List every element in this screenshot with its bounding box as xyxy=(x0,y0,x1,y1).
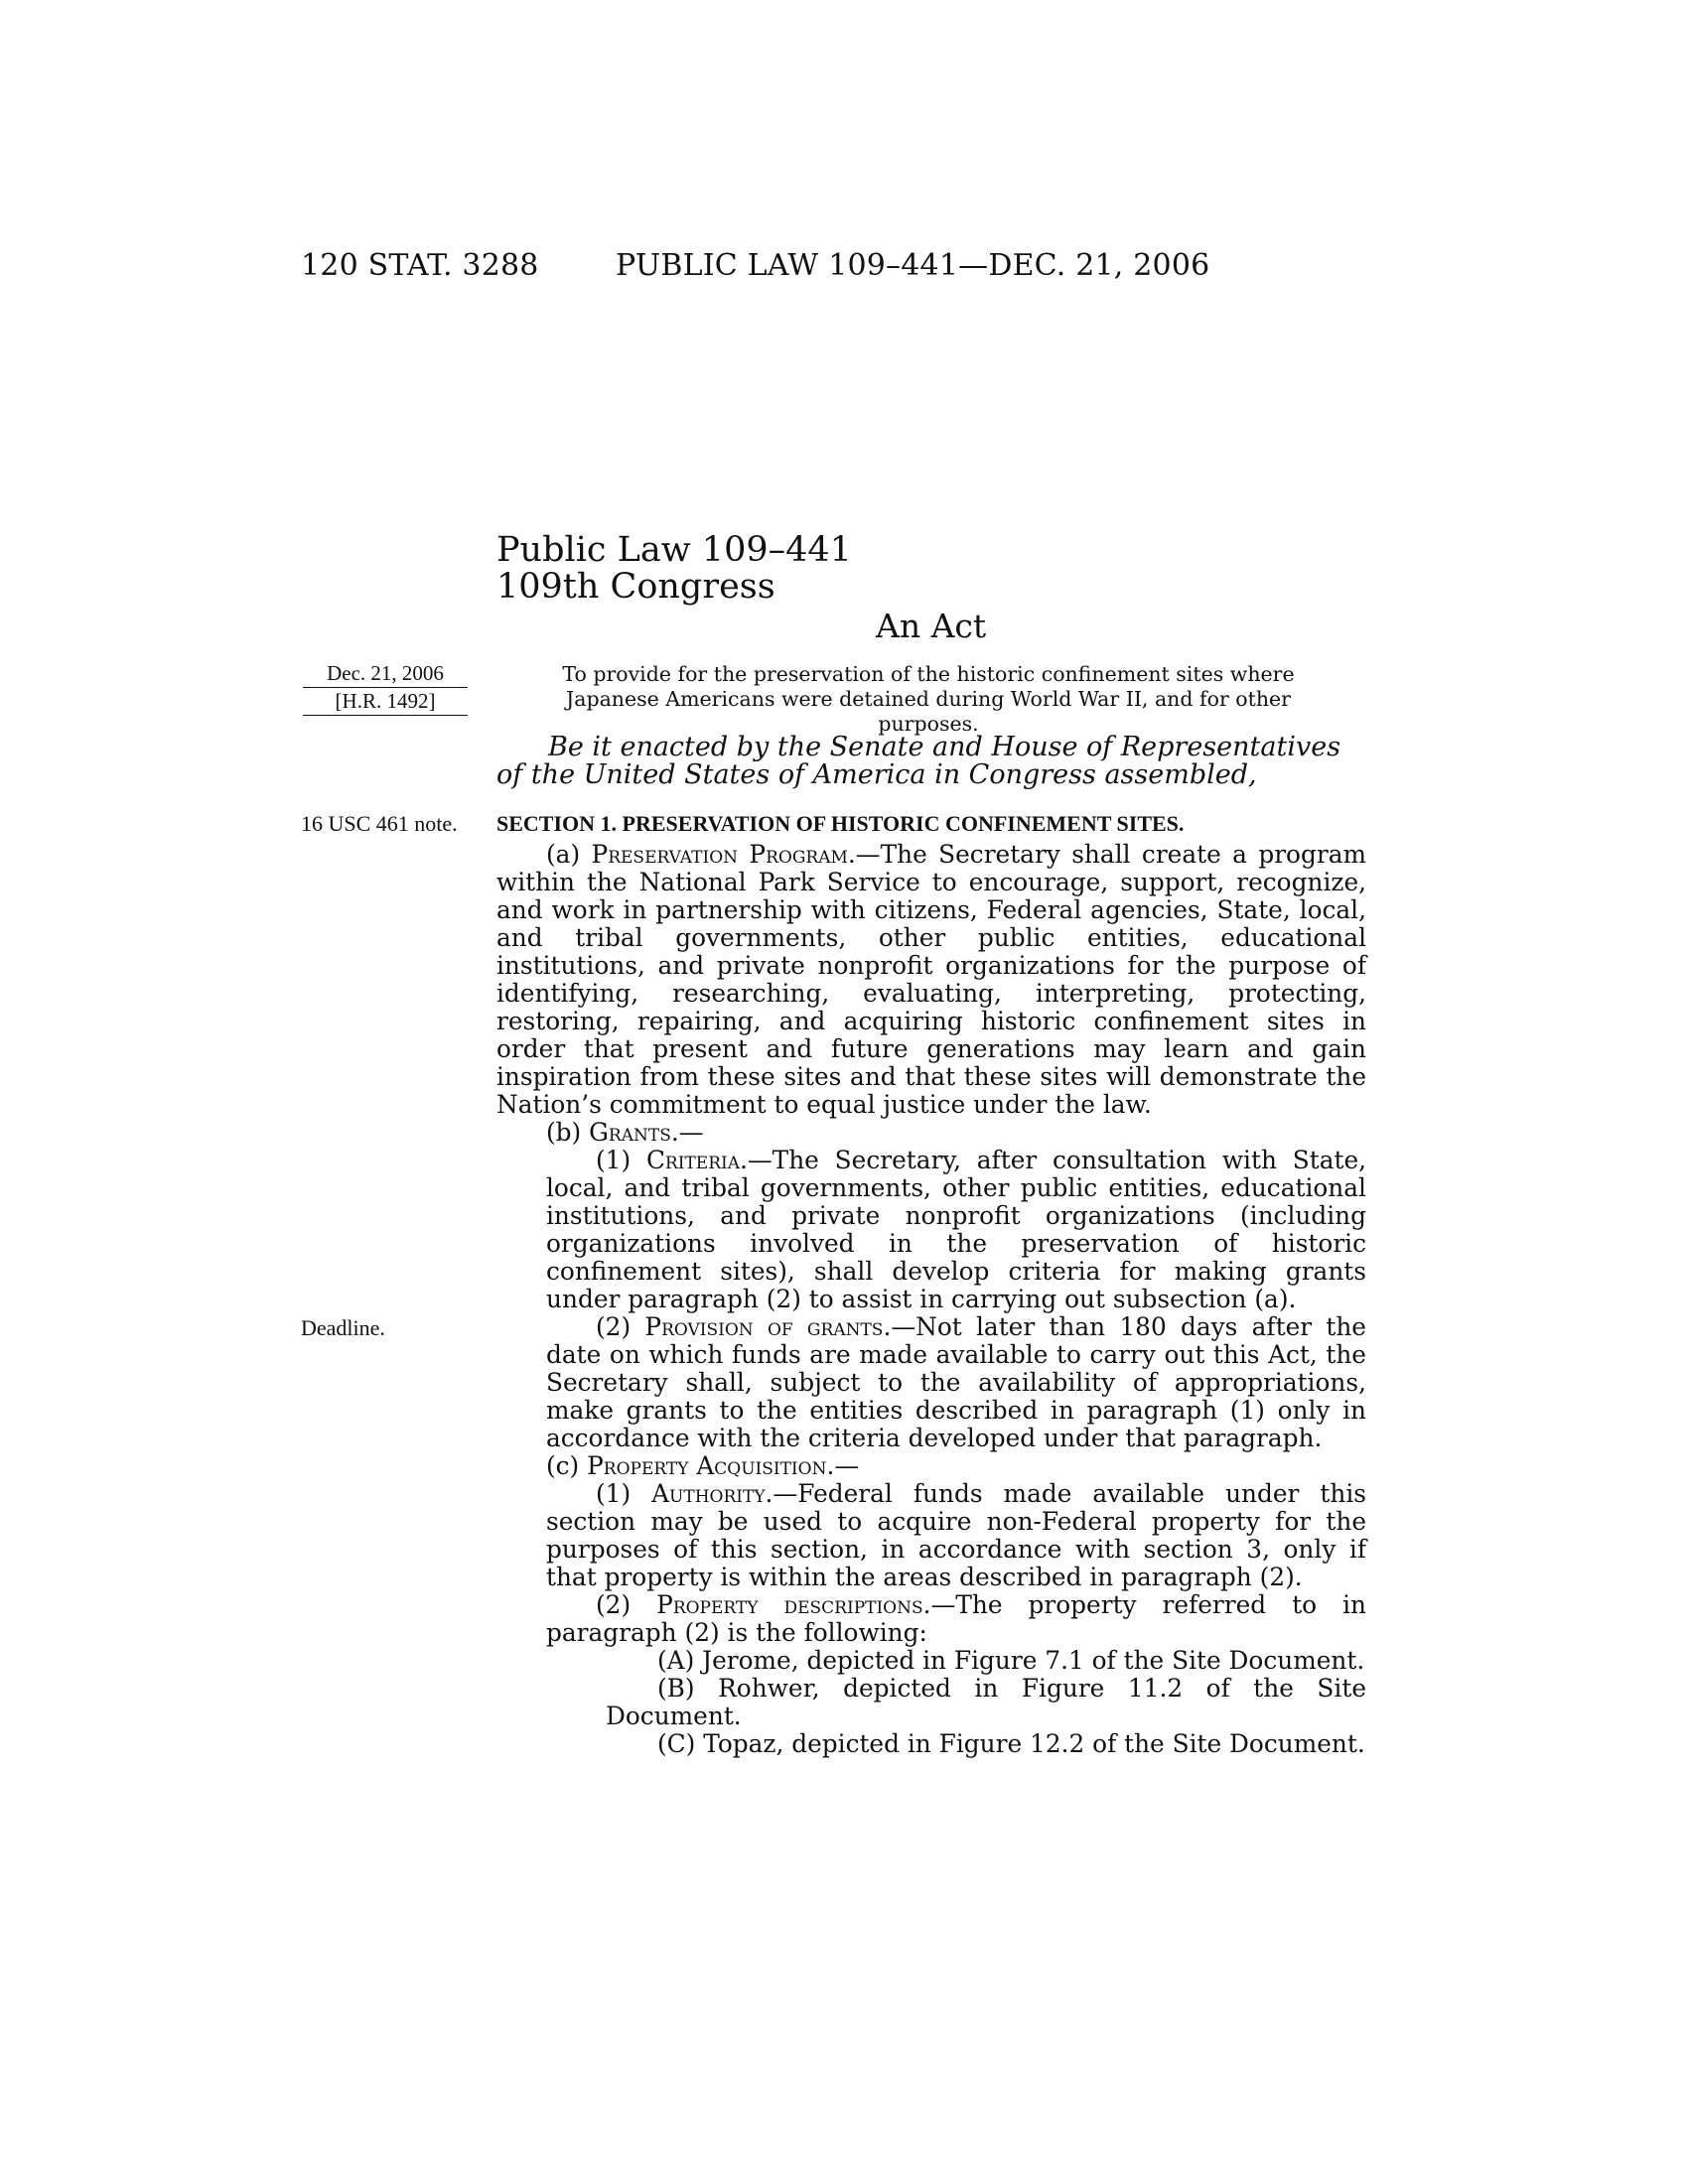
paragraph-c2: (2) Property descriptions.—The property referred to in paragraph (2) is the following: xyxy=(546,1590,1366,1647)
subparagraph-c2-C: (C) Topaz, depicted in Figure 12.2 of the Site Document. xyxy=(657,1729,1365,1758)
paragraph-c2-heading: Property descriptions xyxy=(656,1590,923,1619)
paragraph-c1-heading: Authority xyxy=(651,1479,766,1508)
paragraph-c1: (1) Authority.—Federal funds made available under this section may be used to acquire non-Federal property for the purposes of this section, in accordance with section 3, only if that property is within the areas described in paragraph (2). xyxy=(546,1479,1366,1591)
margin-date-block xyxy=(303,660,468,716)
purpose-clause: To provide for the preservation of the historic confinement sites where Japanese Americans were detained during World War II, and for other purposes. xyxy=(562,662,1295,736)
law-title-block xyxy=(496,532,852,606)
subparagraph-c2-B: (B) Rohwer, depicted in Figure 11.2 of the Site Document. xyxy=(606,1674,1366,1730)
enacting-clause: Be it enacted by the Senate and House of Representatives of the United States of America in Congress assembled, xyxy=(496,732,1341,790)
subparagraph-c2-A: (A) Jerome, depicted in Figure 7.1 of the Site Document. xyxy=(657,1646,1365,1675)
subsection-c-heading: Property Acquisition xyxy=(587,1451,827,1480)
congress-number: 109th Congress xyxy=(496,567,775,607)
subsection-b: (b) Grants.— xyxy=(546,1118,704,1147)
enactment-date: Dec. 21, 2006 xyxy=(303,660,468,688)
deadline-margin-note: Deadline. xyxy=(301,1315,385,1340)
running-title: PUBLIC LAW 109–441—DEC. 21, 2006 xyxy=(616,248,1210,283)
subsection-a-heading: Preservation Program xyxy=(591,840,848,869)
section-body xyxy=(496,841,1366,1758)
paragraph-b2: (2) Provision of grants.—Not later than 180 days after the date on which funds are made available to carry out this Act, the Secretary shall, subject to the availability of appropriations, make grants to the entities described in paragraph (1) only in accordance with the criteria developed under that paragraph. xyxy=(546,1312,1366,1452)
bill-number: [H.R. 1492] xyxy=(303,688,468,716)
law-number: Public Law 109–441 xyxy=(496,530,852,570)
subsection-b-heading: Grants xyxy=(589,1118,671,1147)
subsection-c: (c) Property Acquisition.— xyxy=(546,1451,860,1480)
subsection-a: (a) Preservation Program.—The Secretary shall create a program within the National Park Service to encourage, support, recognize, and work in partnership with citizens, Federal agencies, State, local, and tribal governments, other public entities, educational institutions, and private nonprofit organizations for the purpose of identifying, researching, evaluating, interpreting, protecting, restoring, repairing, and acquiring historic confinement sites in order that present and future generations may learn and gain inspiration from these sites and that these sites will demonstrate the Nation’s commitment to equal justice under the law. xyxy=(496,840,1367,1119)
act-heading: An Act xyxy=(876,607,987,645)
section-heading: SECTION 1. PRESERVATION OF HISTORIC CONFINEMENT SITES. xyxy=(496,811,1185,836)
stat-page-number: 120 STAT. 3288 xyxy=(301,248,539,283)
paragraph-b2-heading: Provision of grants xyxy=(644,1312,884,1341)
paragraph-b1: (1) Criteria.—The Secretary, after consultation with State, local, and tribal governments, other public entities, educational institutions, and private nonprofit organizations (including organizations involved in the preservation of historic confinement sites), shall develop criteria for making grants under paragraph (2) to assist in carrying out subsection (a). xyxy=(546,1146,1366,1313)
paragraph-b1-heading: Criteria xyxy=(645,1146,740,1174)
usc-margin-note: 16 USC 461 note. xyxy=(301,811,458,836)
